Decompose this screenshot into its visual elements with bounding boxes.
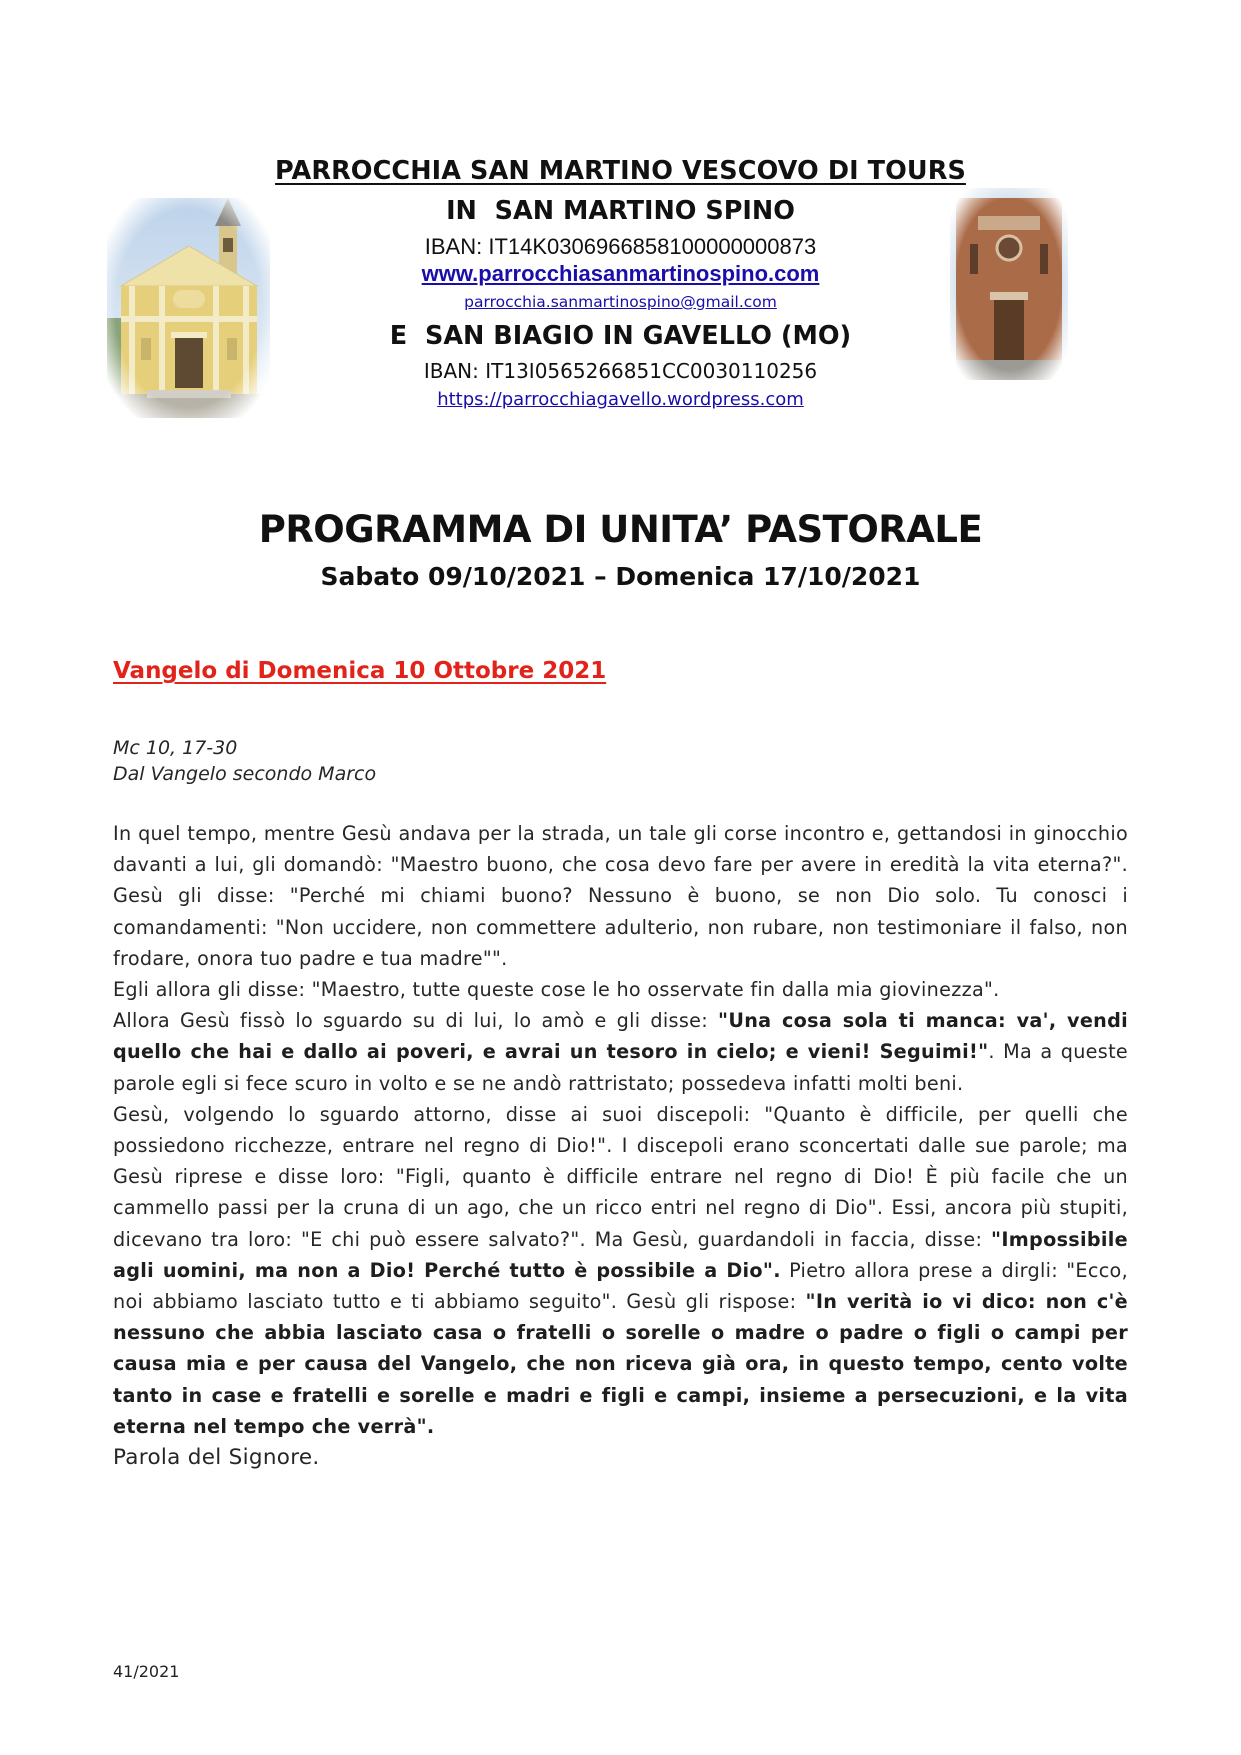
program-title: PROGRAMMA DI UNITA’ PASTORALE — [258, 508, 983, 551]
gospel-paragraph: Egli allora gli disse: "Maestro, tutte queste cose le ho osservate fin dalla mia giovinezza". — [113, 978, 1000, 1002]
gospel-paragraph — [113, 1005, 1128, 1099]
website-gavello-link[interactable]: https://parrocchiagavello.wordpress.com — [437, 389, 804, 410]
gospel-quote-bold: "In verità io vi dico: non c'è nessuno che abbia lasciato casa o fratelli o sorelle o madre o padre o figli o campi per causa mia e per causa del Vangelo, che non riceva già ora, in questo tempo, cento volte tanto in case e fratelli e sorelle e madri e figli e campi, insieme a persecuzioni, e la vita eterna nel tempo che verrà". — [113, 1290, 1128, 1438]
parish-location: IN SAN MARTINO SPINO — [446, 196, 795, 226]
gospel-paragraph — [113, 1099, 1128, 1442]
gospel-quote-bold: "Una cosa sola ti manca: va', vendi quello che hai e dallo ai poveri, e avrai un tesoro in cielo; e vieni! Seguimi!" — [113, 1009, 1128, 1064]
gospel-text-run: Allora Gesù fissò lo sguardo su di lui, lo amò e gli disse: — [113, 1009, 719, 1033]
email-san-martino-link[interactable]: parrocchia.sanmartinospino@gmail.com — [464, 293, 777, 311]
gospel-reference: Mc 10, 17-30 — [113, 737, 238, 759]
iban-gavello: IBAN: IT13I0565266851CC0030110256 — [423, 359, 818, 383]
issue-number: 41/2021 — [113, 1662, 180, 1681]
gospel-source: Dal Vangelo secondo Marco — [113, 763, 377, 785]
program-dates: Sabato 09/10/2021 – Domenica 17/10/2021 — [320, 562, 921, 591]
gospel-paragraph: In quel tempo, mentre Gesù andava per la strada, un tale gli corse incontro e, gettandosi in ginocchio davanti a lui, gli domandò: "Maestro buono, che cosa devo fare per avere in eredità la vita eterna?". Gesù gli disse: "Perché mi chiami buono? Nessuno è buono, se non Dio solo. Tu conosci i comandamenti: "Non uccidere, non commettere adulterio, non rubare, non testimoniare il falso, non frodare, onora tuo padre e tua madre"". — [113, 822, 1128, 970]
gospel-text — [113, 818, 1128, 1473]
gospel-quote-bold: "Impossibile agli uomini, ma non a Dio! Perché tutto è possibile a Dio". — [113, 1227, 1128, 1282]
gospel-text-run: Pietro allora prese a dirgli: "Ecco, noi abbiamo lasciato tutto e ti abbiamo seguito". Gesù gli rispose: — [113, 1258, 1128, 1314]
gavello-title: E SAN BIAGIO IN GAVELLO (MO) — [389, 321, 852, 351]
gospel-closing: Parola del Signore. — [113, 1445, 320, 1471]
gospel-heading: Vangelo di Domenica 10 Ottobre 2021 — [113, 658, 607, 684]
gospel-text-run: Gesù, volgendo lo sguardo attorno, disse ai suoi discepoli: "Quanto è difficile, per quelli che possiedono ricchezze, entrare nel regno di Dio!". I discepoli erano sconcertati dalle sue parole; ma Gesù riprese e disse loro: "Figli, quanto è difficile entrare nel regno di Dio! È più facile che un cammello passi per la cruna di un ago, che un ricco entri nel regno di Dio". Essi, ancora più stupiti, dicevano tra loro: "E chi può essere salvato?". Ma Gesù, guardandoli in faccia, disse: — [113, 1102, 1128, 1251]
website-san-martino-link[interactable]: www.parrocchiasanmartinospino.com — [421, 261, 820, 286]
parish-title: PARROCCHIA SAN MARTINO VESCOVO DI TOURS — [275, 156, 966, 186]
iban-san-martino: IBAN: IT14K0306966858100000000873 — [424, 234, 817, 259]
gospel-text-run: . Ma a queste parole egli si fece scuro in volto e se ne andò rattristato; possedeva infatti molti beni. — [113, 1040, 1128, 1095]
